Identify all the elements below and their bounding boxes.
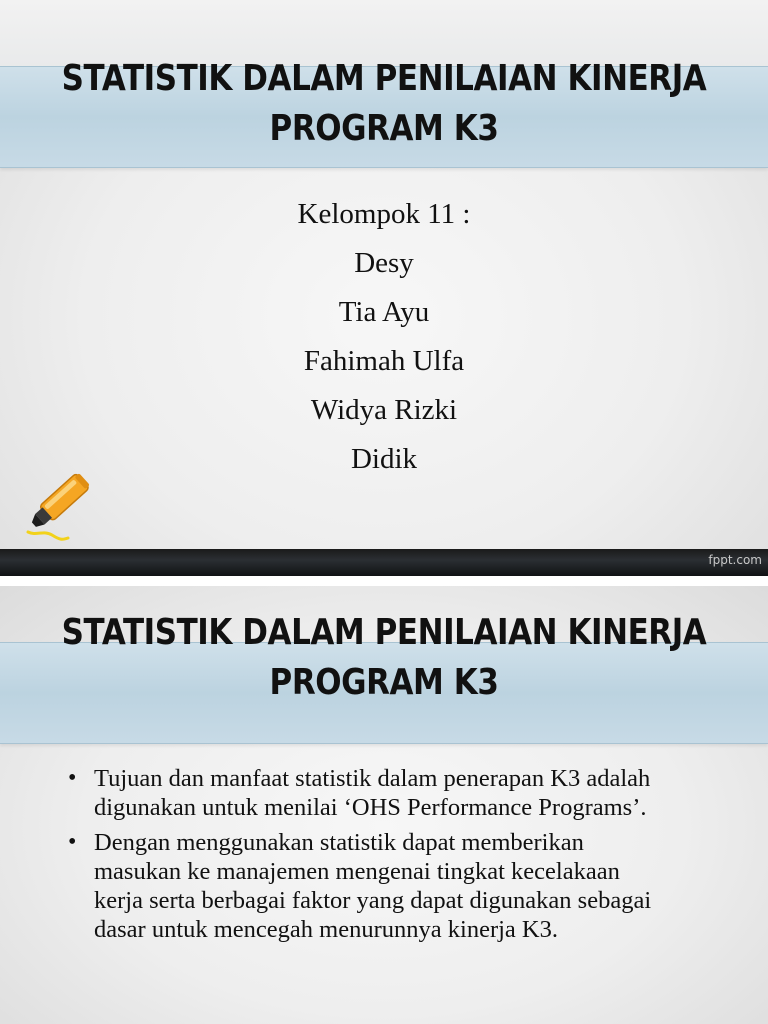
member-name: Didik — [350, 443, 418, 475]
bullet-icon: • — [68, 829, 77, 855]
bullet-text: Tujuan dan manfaat statistik dalam penerapan K3 adalah digunakan untuk menilai ‘OHS Performance Programs’. — [94, 765, 651, 821]
highlighter-marker-icon — [22, 462, 102, 548]
bullet-text: Dengan menggunakan statistik dapat memberikan masukan ke manajemen mengenai tingkat kecelakaan kerja serta berbagai faktor yang dapat digunakan sebagai dasar untuk mencegah menurunnya kinerja K3. — [94, 829, 652, 943]
member-name: Tia Ayu — [338, 296, 430, 328]
bullet-icon: • — [68, 765, 77, 791]
slide-1-title: STATISTIK DALAM PENILAIAN KINERJA PROGRAM K3 — [61, 58, 707, 149]
slide-2 — [0, 586, 768, 1024]
member-name: Desy — [354, 247, 414, 279]
slide-2-title: STATISTIK DALAM PENILAIAN KINERJA PROGRAM K3 — [61, 612, 707, 703]
group-label: Kelompok 11 : — [297, 198, 471, 230]
group-members-list — [0, 190, 768, 484]
member-name: Fahimah Ulfa — [303, 345, 465, 377]
bullet-item — [68, 828, 658, 944]
watermark-text: fppt.com — [708, 553, 762, 567]
member-name: Widya Rizki — [310, 394, 458, 426]
bullet-list — [68, 764, 658, 950]
footer-bar — [0, 549, 768, 576]
bullet-item — [68, 764, 658, 822]
